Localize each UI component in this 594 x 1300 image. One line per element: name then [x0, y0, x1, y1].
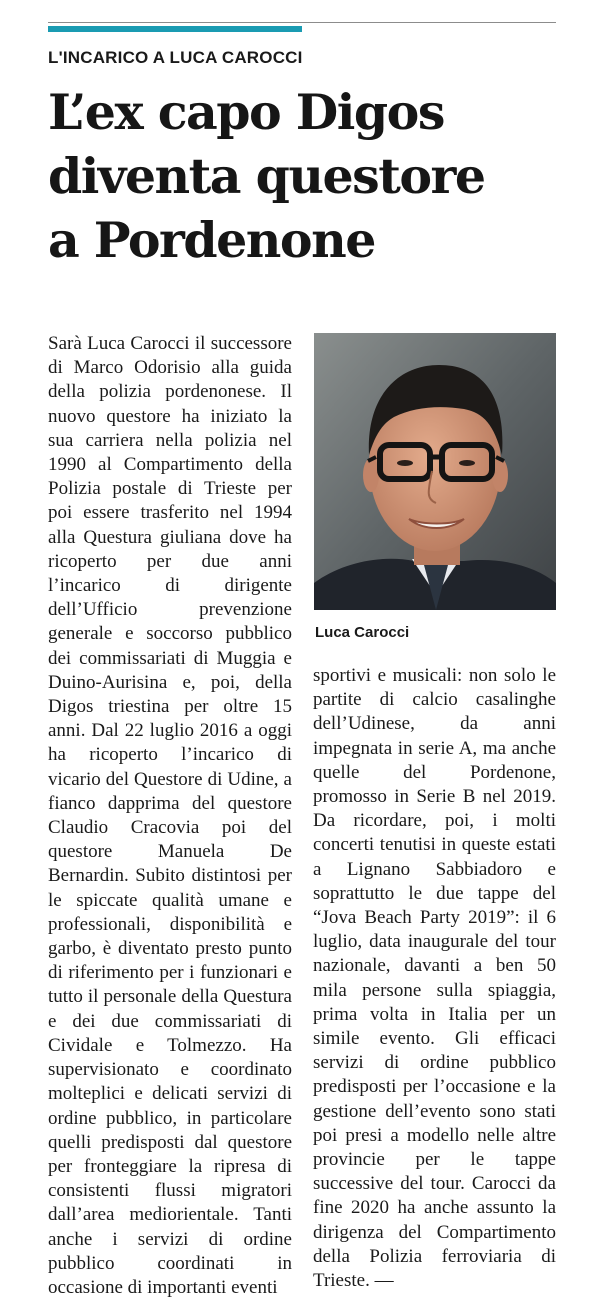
headline-line: diventa questore: [48, 147, 485, 205]
headline-line: a Pordenone: [48, 211, 375, 269]
portrait-photo: [314, 333, 556, 610]
body-column-right: sportivi e musicali: non solo le partite di calcio casalinghe dell’Udinese, da anni impegnata in serie A, ma anche quelle del Pordenone, promosso in Serie B nel 2019. Da ricordare, poi, i molti concerti tenutisi in queste estati a Lignano Sabbiadoro e soprattutto le due tappe del “Jova Beach Party 2019”: il 6 luglio, data inaugurale del tour nazionale, davanti a ben 50 mila persone sulla spiaggia, prima volta in Italia per un simile evento. Gli efficaci servizi di ordine pubblico predisposti per l’occasione e la gestione dell’evento sono stati poi presi a modello nelle altre provincie per le tappe successive del tour. Carocci da fine 2020 ha anche assunto la dirigenza del Compartimento della Polizia ferroviaria di Trieste. —: [313, 665, 556, 1292]
accent-bar: [48, 26, 302, 32]
body-column-left: Sarà Luca Carocci il successore di Marco Odorisio alla guida della polizia pordenonese. Il nuovo questore ha iniziato la sua carriera nella polizia nel 1990 al Compartimento della Polizia postale di Trieste per poi essere trasferito nel 1994 alla Questura giuliana dove ha ricoperto per due anni l’incarico di dirigente dell’Ufficio prevenzione generale e soccorso pubblico dei commissariati di Muggia e Duino-Aurisina e, poi, della Digos triestina per oltre 15 anni. Dal 22 luglio 2016 a oggi ha ricoperto l’incarico di vicario del Questore di Udine, a fianco dapprima del questore Claudio Cracovia poi del questore Manuela De Bernardin. Subito distintosi per le spiccate qualità umane e professionali, disponibilità e garbo, è diventato presto punto di riferimento per i funzionari e tutto il personale della Questura e dei due commissariati di Cividale e Tolmezzo. Ha supervisionato e coordinato molteplici e delicati servizi di ordine pubblico, in particolare quelli predisposti dal questore per fronteggiare la ripresa di consistenti flussi migratori dall’area mediorientale. Tanti anche i servizi di ordine pubblico coordinati in occasione di importanti eventi: [48, 333, 292, 1298]
headline: [48, 80, 568, 272]
headline-line: L’ex capo Digos: [48, 83, 444, 141]
photo-caption: Luca Carocci: [315, 624, 410, 641]
kicker: L'INCARICO A LUCA CAROCCI: [48, 48, 303, 67]
top-rule: [48, 22, 556, 23]
